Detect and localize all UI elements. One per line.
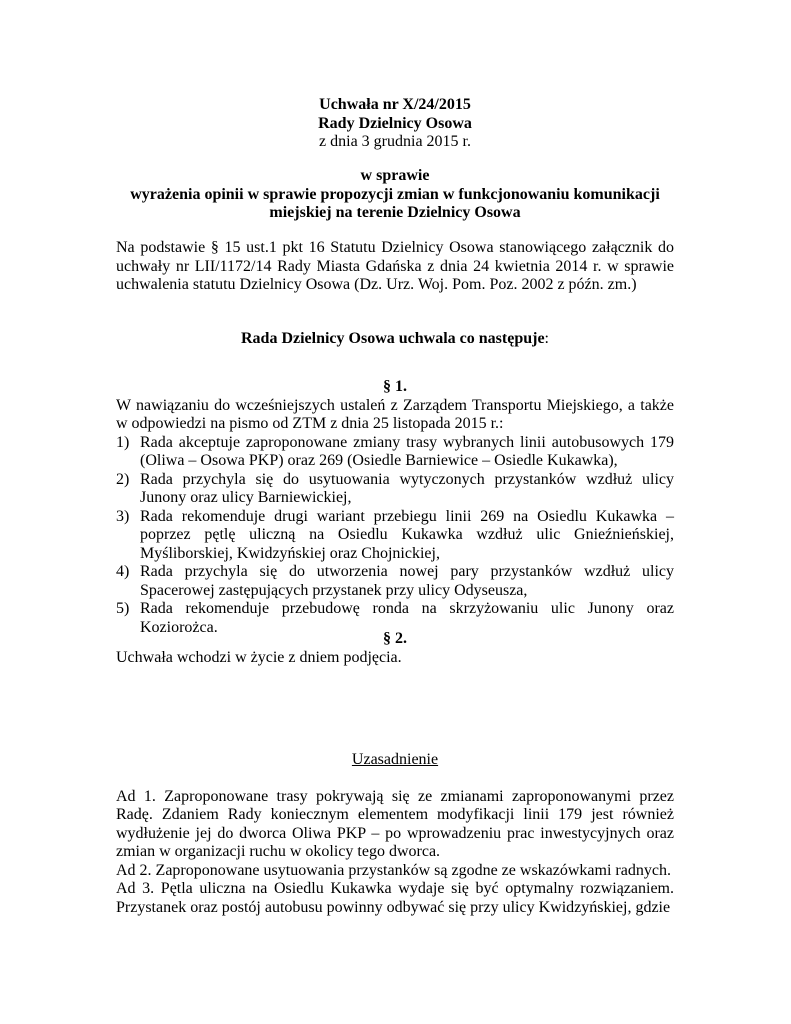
resolution-number: Uchwała nr X/24/2015 [319, 96, 471, 113]
list-item [116, 508, 674, 564]
section-1-list [116, 434, 674, 638]
justification [116, 751, 674, 917]
section-2-text: Uchwała wchodzi w życie z dniem podjęcia. [116, 648, 402, 666]
subject-line-2: wyrażenia opinii w sprawie propozycji zmian w funkcjonowaniu komunikacji [130, 185, 660, 203]
section-2 [116, 630, 674, 667]
subject-line-1: w sprawie [360, 167, 430, 184]
list-item-text: Rada przychyla się do utworzenia nowej pary przystanków wzdłuż ulicy Spacerowej zastępujących przystanek przy ulicy Odyseusza, [140, 563, 674, 599]
list-item-text: Rada rekomenduje przebudowę ronda na skrzyżowaniu ulic Junony oraz Koziorożca. [140, 600, 674, 636]
list-item-text: Rada rekomenduje drugi wariant przebiegu linii 269 na Osiedlu Kukawka – poprzez pętlę uliczną na Osiedlu Kukawka wzdłuż ulic Gnieźnieńskiej, Myśliborskiej, Kwidzyńskiej oraz Chojnickiej, [140, 507, 674, 562]
section-1 [116, 378, 674, 637]
list-item [116, 563, 674, 600]
resolution-date: z dnia 3 grudnia 2015 r. [319, 133, 471, 150]
list-item-number: 3) [116, 507, 130, 525]
list-item-number: 5) [116, 600, 130, 617]
resolves-colon: : [544, 330, 549, 347]
list-item-number: 2) [116, 470, 130, 488]
list-item-number: 1) [116, 433, 130, 451]
legal-basis: Na podstawie § 15 ust.1 pkt 16 Statutu Dzielnicy Osowa stanowiącego załącznik do uchwały nr LII/1172/14 Rady Miasta Gdańska z dnia 24 kwietnia 2014 r. w sprawie uchwalenia statutu Dzielnicy Osowa (Dz. Urz. Woj. Pom. Poz. 2002 z późn. zm.) [116, 239, 674, 293]
resolves-statement [116, 330, 674, 349]
resolution-subject [116, 167, 674, 223]
list-item [116, 471, 674, 508]
section-1-heading: § 1. [383, 378, 407, 395]
list-item-text: Rada akceptuje zaproponowane zmiany trasy wybranych linii autobusowych 179 (Oliwa – Osowa PKP) oraz 269 (Osiedle Barniewice – Osiedle Kukawka), [140, 433, 674, 469]
council-name: Rady Dzielnicy Osowa [318, 114, 472, 132]
justification-paragraph: Ad 3. Pętla uliczna na Osiedlu Kukawka wydaje się być optymalny rozwiązaniem. Przystanek oraz postój autobusu powinny odbywać się przy ulicy Kwidzyńskiej, gdzie [116, 880, 674, 916]
resolves-text: Rada Dzielnicy Osowa uchwala co następuje [240, 330, 545, 347]
justification-paragraph: Ad 2. Zaproponowane usytuowania przystanków są zgodne ze wskazówkami radnych. [116, 861, 671, 879]
resolution-header [116, 96, 674, 152]
list-item [116, 434, 674, 471]
list-item-text: Rada przychyla się do usytuowania wytyczonych przystanków wzdłuż ulicy Junony oraz ulicy Barniewickiej, [140, 470, 674, 506]
justification-paragraph: Ad 1. Zaproponowane trasy pokrywają się ze zmianami zaproponowanymi przez Radę. Zdaniem Rady koniecznym elementem modyfikacji linii 179 jest również wydłużenie jej do dworca Oliwa PKP – po wprowadzeniu prac inwestycyjnych oraz zmian w organizacji ruchu w okolicy tego dworca. [116, 787, 674, 860]
justification-title: Uzasadnienie [351, 751, 439, 768]
section-1-intro: W nawiązaniu do wcześniejszych ustaleń z Zarządem Transportu Miejskiego, a także w odpowiedzi na pismo od ZTM z dnia 25 listopada 2015 r.: [116, 396, 674, 432]
list-item-number: 4) [116, 563, 130, 580]
section-2-heading: § 2. [383, 630, 407, 647]
subject-line-3: miejskiej na terenie Dzielnicy Osowa [269, 204, 521, 221]
